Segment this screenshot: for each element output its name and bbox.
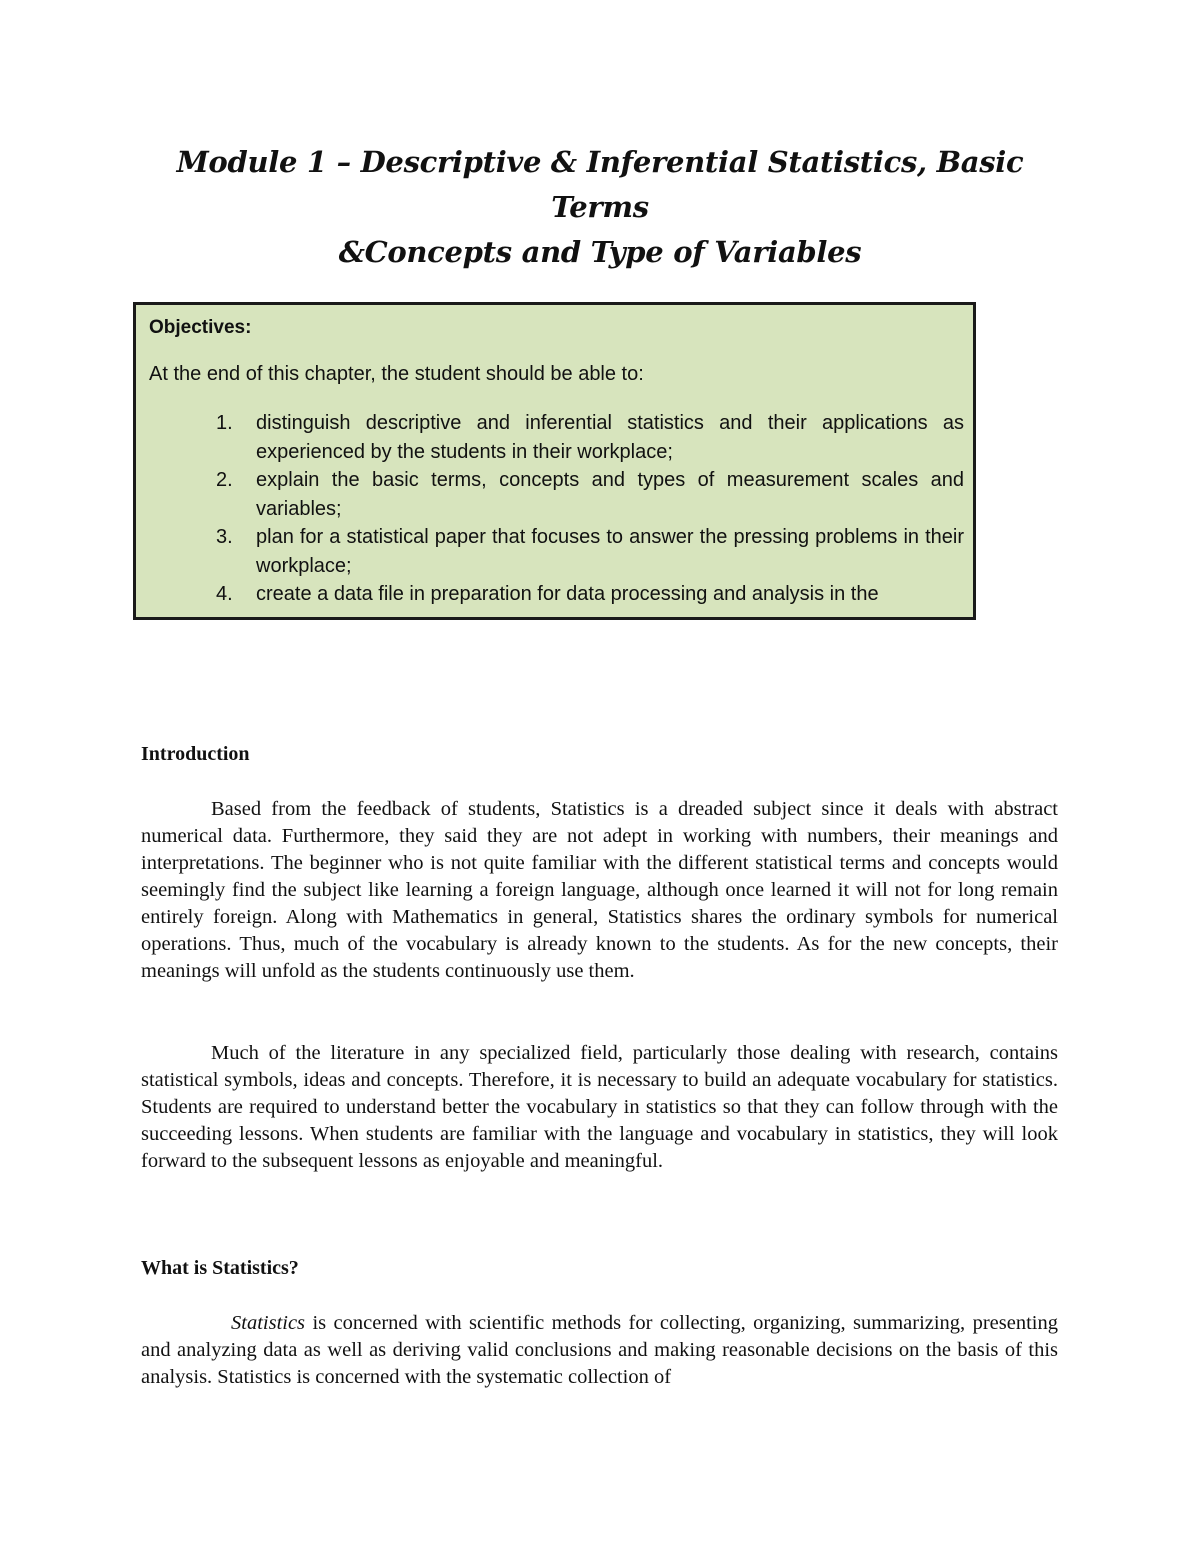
objective-number: 4. — [216, 583, 233, 605]
objective-text: plan for a statistical paper that focuses to answer the pressing problems in their workplace; — [256, 526, 964, 577]
objective-item-3 — [216, 523, 964, 580]
objectives-intro: At the end of this chapter, the student should be able to: — [149, 363, 644, 385]
module-title — [140, 140, 1060, 275]
objective-text: create a data file in preparation for data processing and analysis in the — [256, 583, 879, 605]
introduction-heading: Introduction — [141, 743, 250, 765]
objective-item-2 — [216, 466, 964, 523]
objective-number: 2. — [216, 469, 233, 491]
what-is-statistics-heading: What is Statistics? — [141, 1257, 299, 1279]
objective-number: 3. — [216, 526, 233, 548]
statistics-term: Statistics — [231, 1312, 306, 1334]
introduction-paragraph-1 — [141, 796, 1058, 985]
statistics-definition-paragraph — [141, 1310, 1058, 1391]
module-title-line-1: Module 1 – Descriptive & Inferential Statistics, Basic Terms — [176, 145, 1024, 224]
objective-text: distinguish descriptive and inferential statistics and their applications as experienced by the students in their workplace; — [256, 412, 964, 463]
introduction-paragraph-2-text: Much of the literature in any specialized field, particularly those dealing with research, contains statistical symbols, ideas and concepts. Therefore, it is necessary to build an adequate vocabulary for statistics. Students are required to understand better the vocabulary in statistics so that they can follow through with the succeeding lessons. When students are familiar with the language and vocabulary in statistics, they will look forward to the subsequent lessons as enjoyable and meaningful. — [141, 1042, 1058, 1172]
objective-text: explain the basic terms, concepts and types of measurement scales and variables; — [256, 469, 964, 520]
objective-item-4 — [216, 580, 964, 609]
objectives-heading: Objectives: — [149, 317, 252, 338]
objective-number: 1. — [216, 412, 233, 434]
introduction-paragraph-2 — [141, 1040, 1058, 1175]
statistics-definition-text: is concerned with scientific methods for collecting, organizing, summarizing, presenting and analyzing data as well as deriving valid conclusions and making reasonable decisions on the basis of this analysis. Statistics is concerned with the systematic collection of — [141, 1312, 1058, 1388]
module-title-line-2: &Concepts and Type of Variables — [338, 235, 862, 269]
objectives-box — [133, 302, 976, 620]
introduction-paragraph-1-text: Based from the feedback of students, Statistics is a dreaded subject since it deals with abstract numerical data. Furthermore, they said they are not adept in working with numbers, their meanings and interpretations. The beginner who is not quite familiar with the different statistical terms and concepts would seemingly find the subject like learning a foreign language, although once learned it will not for long remain entirely foreign. Along with Mathematics in general, Statistics shares the ordinary symbols for numerical operations. Thus, much of the vocabulary is already known to the students. As for the new concepts, their meanings will unfold as the students continuously use them. — [141, 798, 1058, 982]
objectives-list — [216, 409, 964, 609]
objective-item-1 — [216, 409, 964, 466]
